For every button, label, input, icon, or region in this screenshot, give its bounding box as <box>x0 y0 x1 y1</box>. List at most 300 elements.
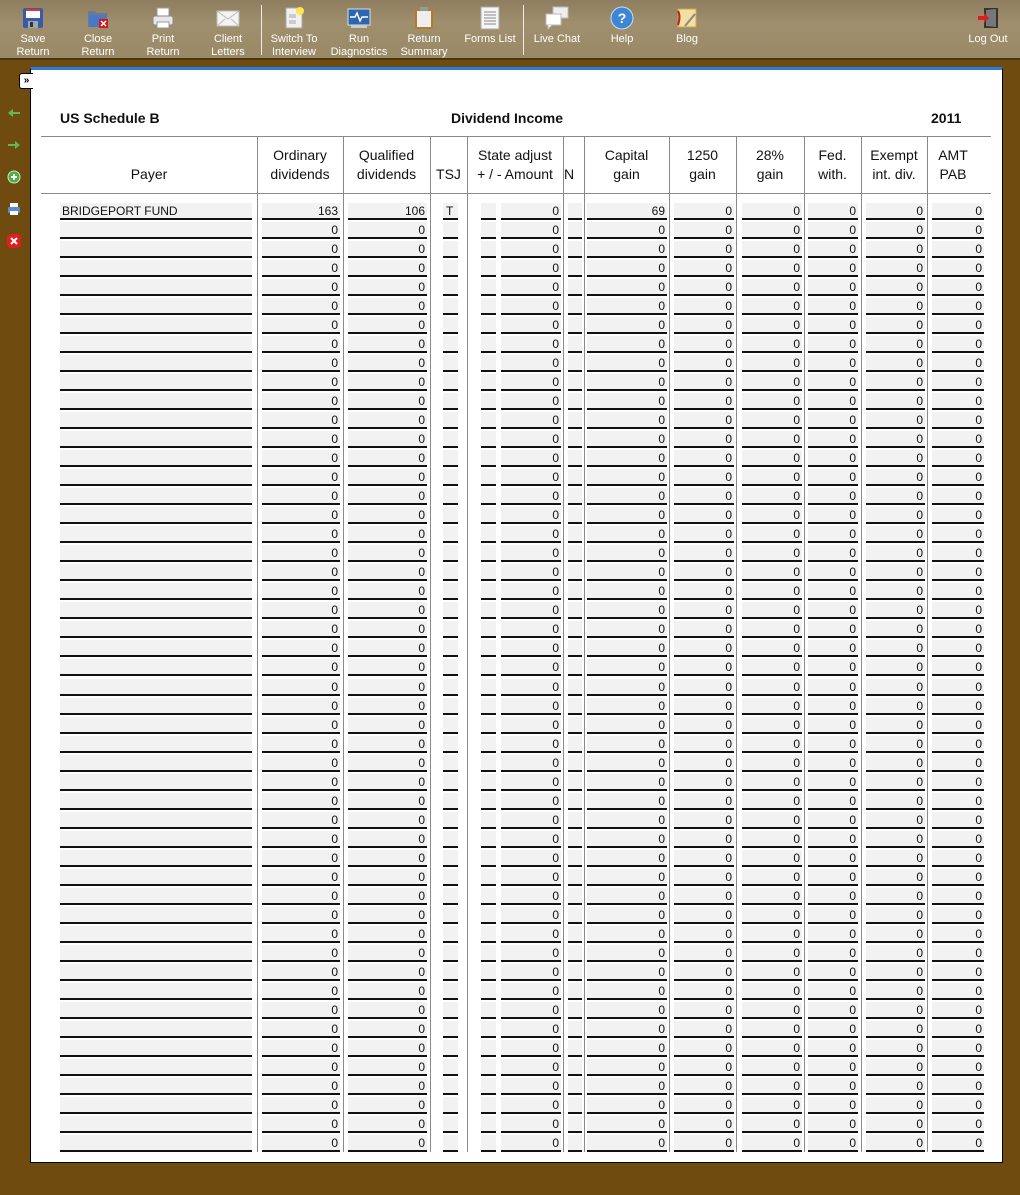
state-adjust-sign-field[interactable] <box>481 1078 496 1095</box>
state-adjust-amount-field[interactable]: 0 <box>501 431 561 448</box>
fed-withholding-field[interactable]: 0 <box>808 450 858 467</box>
fed-withholding-field[interactable]: 0 <box>808 279 858 296</box>
gain-28-field[interactable]: 0 <box>742 317 802 334</box>
fed-withholding-field[interactable]: 0 <box>808 907 858 924</box>
gain-28-field[interactable]: 0 <box>742 602 802 619</box>
exempt-int-div-field[interactable]: 0 <box>866 793 925 810</box>
exempt-int-div-field[interactable]: 0 <box>866 659 925 676</box>
gain-28-field[interactable]: 0 <box>742 945 802 962</box>
fed-withholding-field[interactable]: 0 <box>808 526 858 543</box>
gain-28-field[interactable]: 0 <box>742 736 802 753</box>
forms-list-button[interactable] <box>463 0 517 60</box>
state-adjust-amount-field[interactable]: 0 <box>501 869 561 886</box>
gain-1250-field[interactable]: 0 <box>674 679 734 696</box>
qualified-dividends-field[interactable]: 106 <box>348 203 427 220</box>
state-adjust-sign-field[interactable] <box>481 755 496 772</box>
fed-withholding-field[interactable]: 0 <box>808 831 858 848</box>
exempt-int-div-field[interactable]: 0 <box>866 488 925 505</box>
tsj-field[interactable] <box>443 640 458 657</box>
tsj-field[interactable] <box>443 602 458 619</box>
capital-gain-field[interactable]: 0 <box>587 831 667 848</box>
qualified-dividends-field[interactable]: 0 <box>348 888 427 905</box>
gain-28-field[interactable]: 0 <box>742 469 802 486</box>
amt-pab-field[interactable]: 0 <box>932 1116 984 1133</box>
arrow-right-icon[interactable] <box>7 138 21 152</box>
state-adjust-amount-field[interactable]: 0 <box>501 1078 561 1095</box>
qualified-dividends-field[interactable]: 0 <box>348 431 427 448</box>
qualified-dividends-field[interactable]: 0 <box>348 869 427 886</box>
state-adjust-sign-field[interactable] <box>481 850 496 867</box>
fed-withholding-field[interactable]: 0 <box>808 393 858 410</box>
state-adjust-sign-field[interactable] <box>481 907 496 924</box>
state-adjust-sign-field[interactable] <box>481 545 496 562</box>
n-field[interactable] <box>568 469 582 486</box>
capital-gain-field[interactable]: 69 <box>587 203 667 220</box>
ordinary-dividends-field[interactable]: 0 <box>262 602 340 619</box>
amt-pab-field[interactable]: 0 <box>932 507 984 524</box>
capital-gain-field[interactable]: 0 <box>587 241 667 258</box>
amt-pab-field[interactable]: 0 <box>932 659 984 676</box>
state-adjust-sign-field[interactable] <box>481 431 496 448</box>
gain-28-field[interactable]: 0 <box>742 203 802 220</box>
ordinary-dividends-field[interactable]: 0 <box>262 1135 340 1152</box>
gain-28-field[interactable]: 0 <box>742 755 802 772</box>
payer-field[interactable] <box>60 1097 252 1114</box>
amt-pab-field[interactable]: 0 <box>932 1059 984 1076</box>
state-adjust-amount-field[interactable]: 0 <box>501 583 561 600</box>
state-adjust-sign-field[interactable] <box>481 203 496 220</box>
n-field[interactable] <box>568 450 582 467</box>
amt-pab-field[interactable]: 0 <box>932 279 984 296</box>
ordinary-dividends-field[interactable]: 0 <box>262 621 340 638</box>
tsj-field[interactable] <box>443 564 458 581</box>
fed-withholding-field[interactable]: 0 <box>808 488 858 505</box>
n-field[interactable] <box>568 507 582 524</box>
capital-gain-field[interactable]: 0 <box>587 659 667 676</box>
gain-28-field[interactable]: 0 <box>742 545 802 562</box>
amt-pab-field[interactable]: 0 <box>932 1135 984 1152</box>
tsj-field[interactable] <box>443 1021 458 1038</box>
tsj-field[interactable] <box>443 774 458 791</box>
state-adjust-sign-field[interactable] <box>481 717 496 734</box>
state-adjust-sign-field[interactable] <box>481 1059 496 1076</box>
amt-pab-field[interactable]: 0 <box>932 317 984 334</box>
qualified-dividends-field[interactable]: 0 <box>348 1116 427 1133</box>
tsj-field[interactable] <box>443 755 458 772</box>
gain-1250-field[interactable]: 0 <box>674 850 734 867</box>
payer-field[interactable] <box>60 393 252 410</box>
gain-1250-field[interactable]: 0 <box>674 793 734 810</box>
state-adjust-sign-field[interactable] <box>481 393 496 410</box>
amt-pab-field[interactable]: 0 <box>932 1078 984 1095</box>
gain-28-field[interactable]: 0 <box>742 564 802 581</box>
state-adjust-amount-field[interactable]: 0 <box>501 1002 561 1019</box>
exempt-int-div-field[interactable]: 0 <box>866 374 925 391</box>
exempt-int-div-field[interactable]: 0 <box>866 507 925 524</box>
state-adjust-amount-field[interactable]: 0 <box>501 1097 561 1114</box>
state-adjust-sign-field[interactable] <box>481 298 496 315</box>
amt-pab-field[interactable]: 0 <box>932 812 984 829</box>
state-adjust-amount-field[interactable]: 0 <box>501 241 561 258</box>
state-adjust-sign-field[interactable] <box>481 412 496 429</box>
gain-28-field[interactable]: 0 <box>742 1059 802 1076</box>
tsj-field[interactable] <box>443 1078 458 1095</box>
ordinary-dividends-field[interactable]: 0 <box>262 736 340 753</box>
gain-1250-field[interactable]: 0 <box>674 545 734 562</box>
tsj-field[interactable] <box>443 945 458 962</box>
tsj-field[interactable] <box>443 336 458 353</box>
state-adjust-amount-field[interactable]: 0 <box>501 564 561 581</box>
amt-pab-field[interactable]: 0 <box>932 774 984 791</box>
tsj-field[interactable] <box>443 431 458 448</box>
fed-withholding-field[interactable]: 0 <box>808 260 858 277</box>
gain-1250-field[interactable]: 0 <box>674 774 734 791</box>
gain-1250-field[interactable]: 0 <box>674 279 734 296</box>
fed-withholding-field[interactable]: 0 <box>808 412 858 429</box>
gain-1250-field[interactable]: 0 <box>674 983 734 1000</box>
gain-28-field[interactable]: 0 <box>742 1002 802 1019</box>
capital-gain-field[interactable]: 0 <box>587 640 667 657</box>
state-adjust-amount-field[interactable]: 0 <box>501 1116 561 1133</box>
tsj-field[interactable] <box>443 545 458 562</box>
qualified-dividends-field[interactable]: 0 <box>348 717 427 734</box>
state-adjust-amount-field[interactable]: 0 <box>501 812 561 829</box>
ordinary-dividends-field[interactable]: 0 <box>262 850 340 867</box>
gain-28-field[interactable]: 0 <box>742 1116 802 1133</box>
state-adjust-sign-field[interactable] <box>481 698 496 715</box>
tsj-field[interactable] <box>443 222 458 239</box>
ordinary-dividends-field[interactable]: 0 <box>262 793 340 810</box>
exempt-int-div-field[interactable]: 0 <box>866 812 925 829</box>
n-field[interactable] <box>568 488 582 505</box>
qualified-dividends-field[interactable]: 0 <box>348 450 427 467</box>
tsj-field[interactable] <box>443 279 458 296</box>
qualified-dividends-field[interactable]: 0 <box>348 583 427 600</box>
amt-pab-field[interactable]: 0 <box>932 583 984 600</box>
gain-1250-field[interactable]: 0 <box>674 717 734 734</box>
capital-gain-field[interactable]: 0 <box>587 507 667 524</box>
payer-field[interactable] <box>60 336 252 353</box>
tsj-field[interactable] <box>443 1097 458 1114</box>
payer-field[interactable] <box>60 374 252 391</box>
state-adjust-sign-field[interactable] <box>481 774 496 791</box>
fed-withholding-field[interactable]: 0 <box>808 241 858 258</box>
n-field[interactable] <box>568 755 582 772</box>
gain-28-field[interactable]: 0 <box>742 431 802 448</box>
exempt-int-div-field[interactable]: 0 <box>866 336 925 353</box>
state-adjust-amount-field[interactable]: 0 <box>501 793 561 810</box>
ordinary-dividends-field[interactable]: 0 <box>262 1116 340 1133</box>
state-adjust-sign-field[interactable] <box>481 869 496 886</box>
delete-icon[interactable] <box>7 234 21 248</box>
gain-1250-field[interactable]: 0 <box>674 222 734 239</box>
gain-1250-field[interactable]: 0 <box>674 621 734 638</box>
tsj-field[interactable] <box>443 793 458 810</box>
ordinary-dividends-field[interactable]: 0 <box>262 679 340 696</box>
n-field[interactable] <box>568 717 582 734</box>
state-adjust-sign-field[interactable] <box>481 450 496 467</box>
state-adjust-amount-field[interactable]: 0 <box>501 774 561 791</box>
payer-field[interactable] <box>60 1135 252 1152</box>
fed-withholding-field[interactable]: 0 <box>808 1116 858 1133</box>
payer-field[interactable] <box>60 355 252 372</box>
fed-withholding-field[interactable]: 0 <box>808 469 858 486</box>
exempt-int-div-field[interactable]: 0 <box>866 1021 925 1038</box>
state-adjust-amount-field[interactable]: 0 <box>501 355 561 372</box>
n-field[interactable] <box>568 1021 582 1038</box>
expand-panel-toggle[interactable]: » <box>19 73 33 89</box>
tsj-field[interactable] <box>443 488 458 505</box>
tsj-field[interactable] <box>443 450 458 467</box>
fed-withholding-field[interactable]: 0 <box>808 888 858 905</box>
n-field[interactable] <box>568 869 582 886</box>
qualified-dividends-field[interactable]: 0 <box>348 1078 427 1095</box>
gain-28-field[interactable]: 0 <box>742 812 802 829</box>
n-field[interactable] <box>568 1135 582 1152</box>
payer-field[interactable] <box>60 1040 252 1057</box>
exempt-int-div-field[interactable]: 0 <box>866 222 925 239</box>
payer-field[interactable] <box>60 888 252 905</box>
amt-pab-field[interactable]: 0 <box>932 412 984 429</box>
n-field[interactable] <box>568 583 582 600</box>
fed-withholding-field[interactable]: 0 <box>808 583 858 600</box>
gain-28-field[interactable]: 0 <box>742 393 802 410</box>
exempt-int-div-field[interactable]: 0 <box>866 774 925 791</box>
tsj-field[interactable] <box>443 260 458 277</box>
capital-gain-field[interactable]: 0 <box>587 488 667 505</box>
amt-pab-field[interactable]: 0 <box>932 488 984 505</box>
payer-field[interactable] <box>60 621 252 638</box>
fed-withholding-field[interactable]: 0 <box>808 774 858 791</box>
tsj-field[interactable] <box>443 736 458 753</box>
tsj-field[interactable] <box>443 926 458 943</box>
gain-1250-field[interactable]: 0 <box>674 736 734 753</box>
gain-1250-field[interactable]: 0 <box>674 469 734 486</box>
gain-28-field[interactable]: 0 <box>742 964 802 981</box>
capital-gain-field[interactable]: 0 <box>587 793 667 810</box>
state-adjust-amount-field[interactable]: 0 <box>501 926 561 943</box>
n-field[interactable] <box>568 355 582 372</box>
capital-gain-field[interactable]: 0 <box>587 355 667 372</box>
amt-pab-field[interactable]: 0 <box>932 621 984 638</box>
state-adjust-sign-field[interactable] <box>481 507 496 524</box>
n-field[interactable] <box>568 774 582 791</box>
qualified-dividends-field[interactable]: 0 <box>348 945 427 962</box>
close-return-button[interactable] <box>79 0 117 60</box>
exempt-int-div-field[interactable]: 0 <box>866 545 925 562</box>
exempt-int-div-field[interactable]: 0 <box>866 1078 925 1095</box>
payer-field[interactable] <box>60 907 252 924</box>
ordinary-dividends-field[interactable]: 0 <box>262 869 340 886</box>
gain-1250-field[interactable]: 0 <box>674 526 734 543</box>
ordinary-dividends-field[interactable]: 0 <box>262 1059 340 1076</box>
payer-field[interactable] <box>60 926 252 943</box>
capital-gain-field[interactable]: 0 <box>587 393 667 410</box>
ordinary-dividends-field[interactable]: 0 <box>262 431 340 448</box>
qualified-dividends-field[interactable]: 0 <box>348 602 427 619</box>
exempt-int-div-field[interactable]: 0 <box>866 1002 925 1019</box>
amt-pab-field[interactable]: 0 <box>932 355 984 372</box>
payer-field[interactable] <box>60 317 252 334</box>
exempt-int-div-field[interactable]: 0 <box>866 831 925 848</box>
ordinary-dividends-field[interactable]: 0 <box>262 279 340 296</box>
amt-pab-field[interactable]: 0 <box>932 241 984 258</box>
tsj-field[interactable] <box>443 355 458 372</box>
amt-pab-field[interactable]: 0 <box>932 1002 984 1019</box>
exempt-int-div-field[interactable]: 0 <box>866 450 925 467</box>
fed-withholding-field[interactable]: 0 <box>808 431 858 448</box>
exempt-int-div-field[interactable]: 0 <box>866 717 925 734</box>
amt-pab-field[interactable]: 0 <box>932 907 984 924</box>
payer-field[interactable] <box>60 964 252 981</box>
exempt-int-div-field[interactable]: 0 <box>866 412 925 429</box>
state-adjust-amount-field[interactable]: 0 <box>501 1021 561 1038</box>
gain-1250-field[interactable]: 0 <box>674 698 734 715</box>
gain-1250-field[interactable]: 0 <box>674 755 734 772</box>
state-adjust-sign-field[interactable] <box>481 526 496 543</box>
gain-1250-field[interactable]: 0 <box>674 336 734 353</box>
n-field[interactable] <box>568 679 582 696</box>
gain-1250-field[interactable]: 0 <box>674 964 734 981</box>
state-adjust-amount-field[interactable]: 0 <box>501 298 561 315</box>
n-field[interactable] <box>568 1116 582 1133</box>
capital-gain-field[interactable]: 0 <box>587 1078 667 1095</box>
client-letters-button[interactable] <box>208 0 248 60</box>
n-field[interactable] <box>568 659 582 676</box>
amt-pab-field[interactable]: 0 <box>932 755 984 772</box>
log-out-button[interactable] <box>966 0 1010 60</box>
state-adjust-amount-field[interactable]: 0 <box>501 659 561 676</box>
payer-field[interactable]: BRIDGEPORT FUND <box>60 203 252 220</box>
capital-gain-field[interactable]: 0 <box>587 469 667 486</box>
state-adjust-sign-field[interactable] <box>481 793 496 810</box>
capital-gain-field[interactable]: 0 <box>587 698 667 715</box>
fed-withholding-field[interactable]: 0 <box>808 374 858 391</box>
exempt-int-div-field[interactable]: 0 <box>866 279 925 296</box>
n-field[interactable] <box>568 736 582 753</box>
state-adjust-sign-field[interactable] <box>481 679 496 696</box>
capital-gain-field[interactable]: 0 <box>587 431 667 448</box>
fed-withholding-field[interactable]: 0 <box>808 869 858 886</box>
gain-28-field[interactable]: 0 <box>742 717 802 734</box>
amt-pab-field[interactable]: 0 <box>932 602 984 619</box>
amt-pab-field[interactable]: 0 <box>932 983 984 1000</box>
gain-28-field[interactable]: 0 <box>742 1078 802 1095</box>
payer-field[interactable] <box>60 1116 252 1133</box>
gain-28-field[interactable]: 0 <box>742 1021 802 1038</box>
qualified-dividends-field[interactable]: 0 <box>348 412 427 429</box>
amt-pab-field[interactable]: 0 <box>932 222 984 239</box>
amt-pab-field[interactable]: 0 <box>932 831 984 848</box>
exempt-int-div-field[interactable]: 0 <box>866 850 925 867</box>
payer-field[interactable] <box>60 659 252 676</box>
n-field[interactable] <box>568 526 582 543</box>
state-adjust-sign-field[interactable] <box>481 736 496 753</box>
ordinary-dividends-field[interactable]: 0 <box>262 1021 340 1038</box>
payer-field[interactable] <box>60 412 252 429</box>
payer-field[interactable] <box>60 583 252 600</box>
fed-withholding-field[interactable]: 0 <box>808 793 858 810</box>
gain-28-field[interactable]: 0 <box>742 774 802 791</box>
gain-28-field[interactable]: 0 <box>742 640 802 657</box>
qualified-dividends-field[interactable]: 0 <box>348 755 427 772</box>
ordinary-dividends-field[interactable]: 0 <box>262 355 340 372</box>
n-field[interactable] <box>568 1002 582 1019</box>
tsj-field[interactable] <box>443 621 458 638</box>
ordinary-dividends-field[interactable]: 0 <box>262 831 340 848</box>
gain-28-field[interactable]: 0 <box>742 526 802 543</box>
qualified-dividends-field[interactable]: 0 <box>348 317 427 334</box>
state-adjust-amount-field[interactable]: 0 <box>501 964 561 981</box>
state-adjust-sign-field[interactable] <box>481 983 496 1000</box>
tsj-field[interactable] <box>443 1116 458 1133</box>
ordinary-dividends-field[interactable]: 0 <box>262 412 340 429</box>
gain-1250-field[interactable]: 0 <box>674 317 734 334</box>
ordinary-dividends-field[interactable]: 0 <box>262 336 340 353</box>
gain-1250-field[interactable]: 0 <box>674 869 734 886</box>
capital-gain-field[interactable]: 0 <box>587 888 667 905</box>
fed-withholding-field[interactable]: 0 <box>808 298 858 315</box>
qualified-dividends-field[interactable]: 0 <box>348 983 427 1000</box>
ordinary-dividends-field[interactable]: 0 <box>262 545 340 562</box>
state-adjust-amount-field[interactable]: 0 <box>501 222 561 239</box>
run-diagnostics-button[interactable] <box>330 0 388 60</box>
qualified-dividends-field[interactable]: 0 <box>348 793 427 810</box>
qualified-dividends-field[interactable]: 0 <box>348 222 427 239</box>
qualified-dividends-field[interactable]: 0 <box>348 698 427 715</box>
amt-pab-field[interactable]: 0 <box>932 640 984 657</box>
help-button[interactable] <box>605 0 639 60</box>
n-field[interactable] <box>568 317 582 334</box>
exempt-int-div-field[interactable]: 0 <box>866 679 925 696</box>
gain-28-field[interactable]: 0 <box>742 1040 802 1057</box>
gain-28-field[interactable]: 0 <box>742 679 802 696</box>
amt-pab-field[interactable]: 0 <box>932 850 984 867</box>
n-field[interactable] <box>568 640 582 657</box>
payer-field[interactable] <box>60 526 252 543</box>
arrow-left-icon[interactable] <box>7 106 21 120</box>
gain-1250-field[interactable]: 0 <box>674 1040 734 1057</box>
payer-field[interactable] <box>60 450 252 467</box>
gain-28-field[interactable]: 0 <box>742 298 802 315</box>
switch-to-interview-button[interactable] <box>268 0 320 60</box>
tsj-field[interactable] <box>443 526 458 543</box>
gain-1250-field[interactable]: 0 <box>674 488 734 505</box>
tsj-field[interactable] <box>443 907 458 924</box>
state-adjust-amount-field[interactable]: 0 <box>501 203 561 220</box>
state-adjust-sign-field[interactable] <box>481 564 496 581</box>
qualified-dividends-field[interactable]: 0 <box>348 393 427 410</box>
state-adjust-sign-field[interactable] <box>481 926 496 943</box>
payer-field[interactable] <box>60 279 252 296</box>
state-adjust-amount-field[interactable]: 0 <box>501 469 561 486</box>
payer-field[interactable] <box>60 793 252 810</box>
add-circle-icon[interactable] <box>7 170 21 184</box>
exempt-int-div-field[interactable]: 0 <box>866 1097 925 1114</box>
payer-field[interactable] <box>60 869 252 886</box>
gain-1250-field[interactable]: 0 <box>674 1078 734 1095</box>
state-adjust-sign-field[interactable] <box>481 659 496 676</box>
ordinary-dividends-field[interactable]: 0 <box>262 1040 340 1057</box>
state-adjust-sign-field[interactable] <box>481 831 496 848</box>
state-adjust-amount-field[interactable]: 0 <box>501 850 561 867</box>
payer-field[interactable] <box>60 812 252 829</box>
qualified-dividends-field[interactable]: 0 <box>348 774 427 791</box>
capital-gain-field[interactable]: 0 <box>587 774 667 791</box>
gain-1250-field[interactable]: 0 <box>674 640 734 657</box>
ordinary-dividends-field[interactable]: 0 <box>262 298 340 315</box>
n-field[interactable] <box>568 545 582 562</box>
